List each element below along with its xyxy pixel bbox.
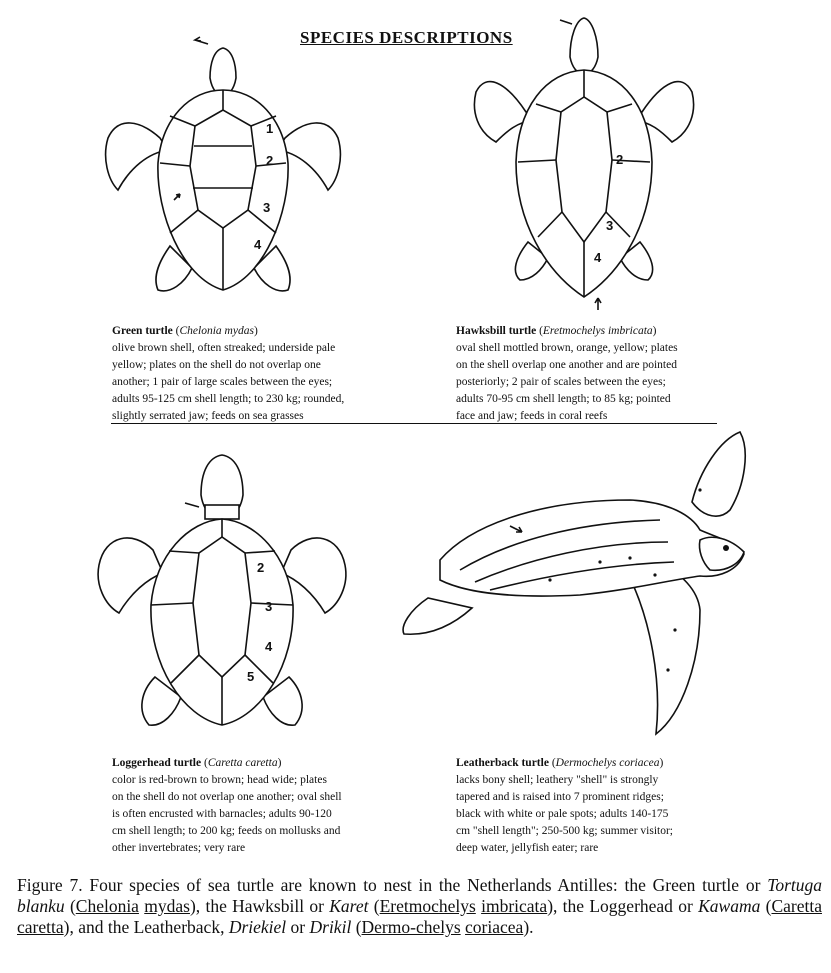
genus-name: Chelonia: [75, 896, 139, 916]
hawksbill-plate-number: 4: [594, 250, 602, 265]
caption-text: or: [286, 917, 310, 937]
description-line: tapered and is raised into 7 prominent ridges;: [456, 791, 664, 803]
caption-text: (: [368, 896, 380, 916]
species-epithet: caretta: [17, 917, 64, 937]
species-name: Hawksbill turtle: [456, 325, 537, 337]
species-name: Leatherback turtle: [456, 757, 549, 769]
species-epithet: coriacea: [465, 917, 524, 937]
hawksbill-turtle-description: [456, 323, 796, 425]
description-line: color is red-brown to brown; head wide; plates: [112, 774, 327, 786]
caption-text: (: [351, 917, 362, 937]
description-line: slightly serrated jaw; feeds on sea grasses: [112, 410, 304, 422]
species-title: Leatherback turtle (Dermochelys coriacea): [456, 757, 664, 769]
leatherback-turtle-description: [456, 755, 796, 857]
species-name: Green turtle: [112, 325, 173, 337]
description-line: oval shell mottled brown, orange, yellow; plates: [456, 342, 678, 354]
caption-text: (: [64, 896, 76, 916]
caption-text: ), and the Leatherback,: [63, 917, 229, 937]
species-epithet: mydas: [144, 896, 190, 916]
page-heading: SPECIES DESCRIPTIONS: [300, 28, 513, 47]
loggerhead-plate-number: 3: [265, 599, 273, 614]
loggerhead-turtle-description: [112, 755, 452, 857]
local-name: Kawama: [698, 896, 761, 916]
hawksbill-plate-number: 2: [616, 152, 624, 167]
green-plate-number: 3: [263, 200, 271, 215]
description-line: is often encrusted with barnacles; adults 90-120: [112, 808, 332, 820]
description-line: olive brown shell, often streaked; underside pale: [112, 342, 336, 354]
genus-name: Caretta: [771, 896, 822, 916]
caption-text: ), the Hawksbill or: [189, 896, 330, 916]
description-line: adults 95-125 cm shell length; to 230 kg; rounded,: [112, 393, 345, 405]
hawksbill-plate-number: 3: [606, 218, 614, 233]
leatherback-turtle-illustration: [400, 430, 770, 740]
description-line: cm "shell length"; 250-500 kg; summer visitor;: [456, 825, 674, 837]
section-divider: [111, 423, 717, 424]
loggerhead-plate-number: 4: [265, 639, 273, 654]
description-line: adults 70-95 cm shell length; to 85 kg; pointed: [456, 393, 671, 405]
caption-text: ), the Loggerhead or: [547, 896, 699, 916]
local-name: Tortuga blanku: [17, 875, 822, 916]
genus-name: Eretmochelys: [379, 896, 476, 916]
scientific-name: Dermochelys coriacea: [555, 757, 660, 769]
caption-text: ).: [523, 917, 534, 937]
local-name: Karet: [329, 896, 369, 916]
green-turtle-illustration: [100, 28, 350, 308]
description-line: another; 1 pair of large scales between the eyes;: [112, 376, 333, 388]
local-name: Drikil: [309, 917, 352, 937]
species-title: Hawksbill turtle (Eretmochelys imbricata): [456, 325, 657, 337]
hawksbill-turtle-illustration: [466, 12, 706, 312]
scientific-name: Caretta caretta: [207, 757, 278, 769]
description-line: other invertebrates; very rare: [112, 842, 246, 854]
description-line: on the shell overlap one another and are pointed: [456, 359, 677, 371]
species-title: Loggerhead turtle (Caretta caretta): [112, 757, 282, 769]
scientific-name: Chelonia mydas: [179, 325, 254, 337]
description-line: black with white or pale spots; adults 140-175: [456, 808, 669, 820]
description-line: posteriorly; 2 pair of scales between the eyes;: [456, 376, 666, 388]
description-line: lacks bony shell; leathery "shell" is strongly: [456, 774, 659, 786]
loggerhead-plate-number: 5: [247, 669, 255, 684]
species-title: Green turtle (Chelonia mydas): [112, 325, 258, 337]
green-plate-number: 4: [254, 237, 262, 252]
local-name: Driekiel: [228, 917, 287, 937]
figure-caption: [17, 875, 822, 938]
caption-text: (: [760, 896, 772, 916]
loggerhead-turtle-illustration: [95, 455, 355, 745]
description-line: yellow; plates on the shell do not overlap one: [112, 359, 321, 371]
species-name: Loggerhead turtle: [112, 757, 202, 769]
caption-text: Figure 7. Four species of sea turtle are known to nest in the Netherlands Antilles: the Green turtle or: [17, 875, 768, 895]
loggerhead-plate-number: 2: [257, 560, 265, 575]
species-epithet: imbricata: [481, 896, 548, 916]
scientific-name: Eretmochelys imbricata: [542, 325, 653, 337]
genus-name: Dermo-chelys: [361, 917, 461, 937]
description-line: on the shell do not overlap one another; oval shell: [112, 791, 342, 803]
green-plate-number: 2: [266, 153, 274, 168]
description-line: cm shell length; to 200 kg; feeds on mollusks and: [112, 825, 341, 837]
green-turtle-description: [112, 323, 452, 425]
description-line: deep water, jellyfish eater; rare: [456, 842, 599, 854]
green-plate-number: 1: [266, 121, 274, 136]
description-line: face and jaw; feeds in coral reefs: [456, 410, 608, 422]
